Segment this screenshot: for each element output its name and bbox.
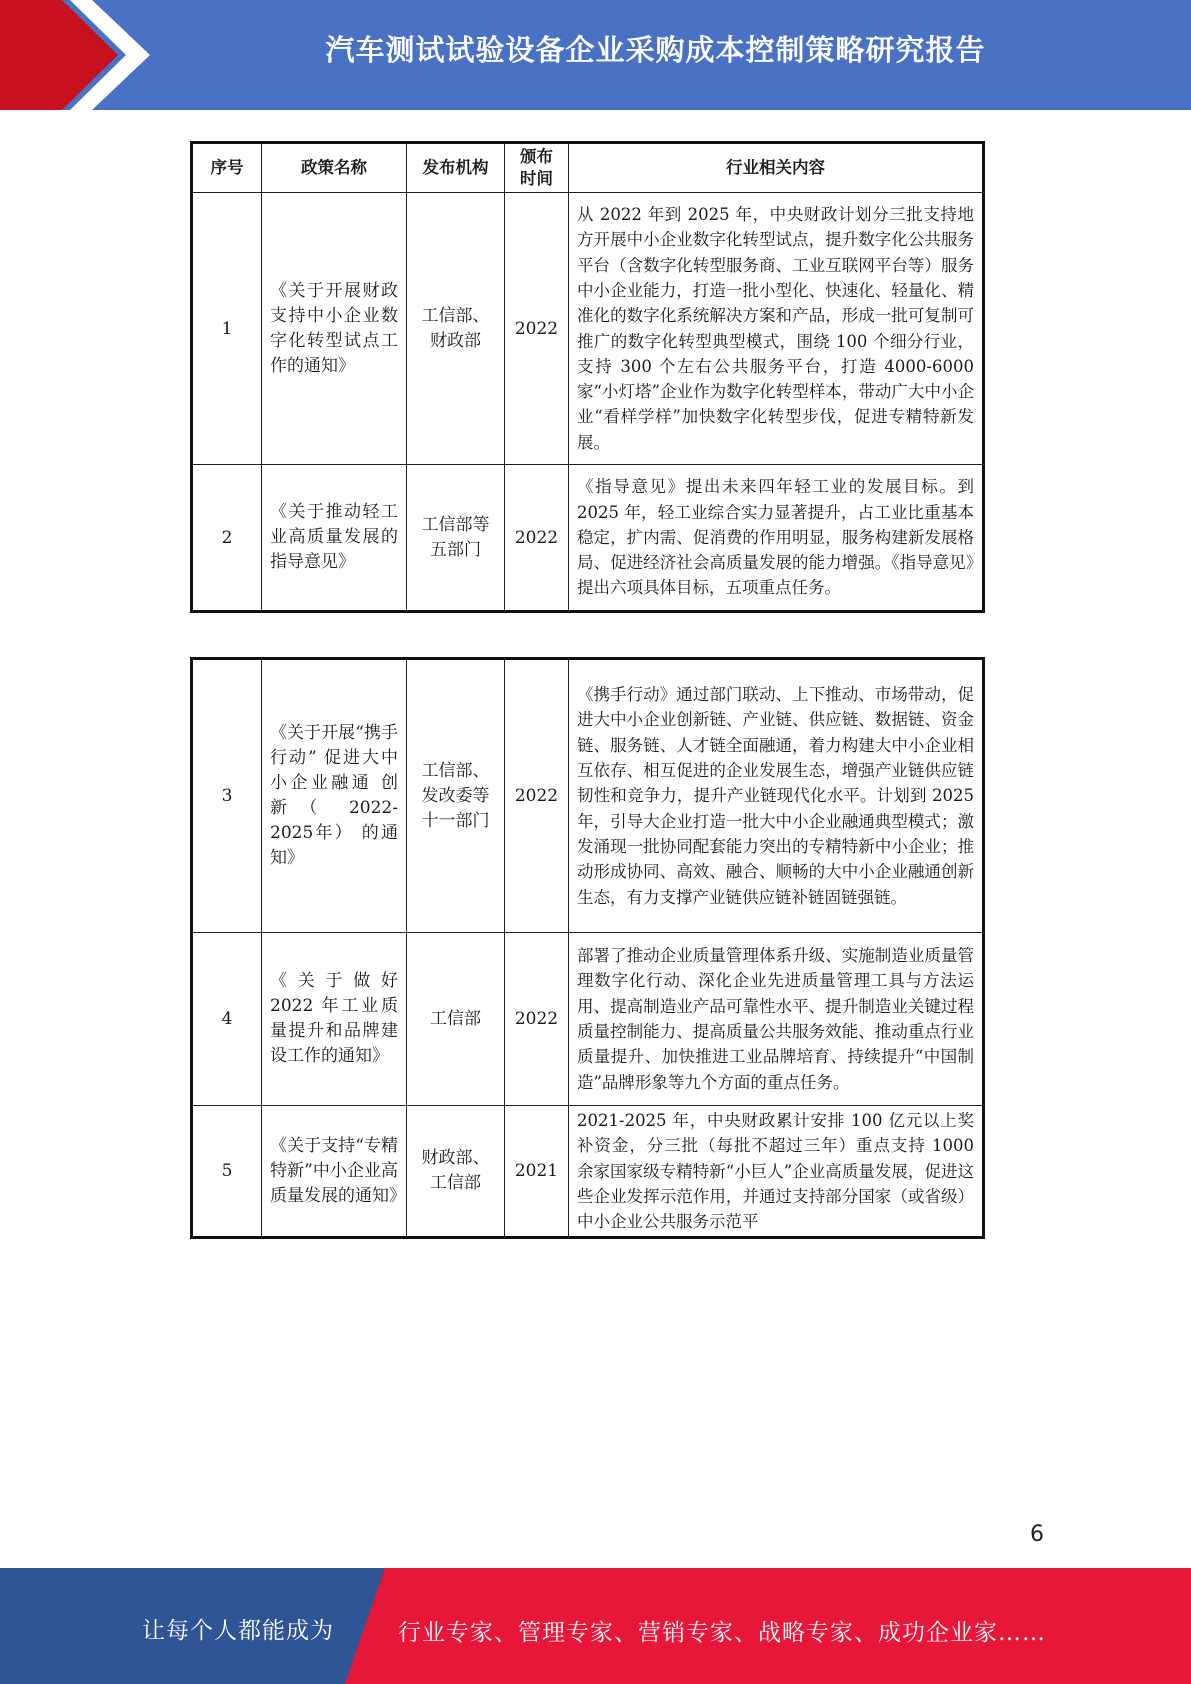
footer-banner	[0, 1568, 1191, 1684]
content: 部署了推动企业质量管理体系升级、实施制造业质量管理数字化行动、深化企业先进质量管理工具与方法运用、提高制造业产品可靠性水平、提升制造业关键过程质量控制能力、提高质量公共服务效能、推动重点行业质量提升、加快推进工业品牌培育、持续提升“中国制造”品牌形象等九个方面的重点任务。	[569, 933, 984, 1106]
report-title: 汽车测试试验设备企业采购成本控制策略研究报告	[325, 33, 986, 67]
footer-slogan-right: 行业专家、管理专家、营销专家、战略专家、成功企业家……	[398, 1620, 1046, 1646]
row-number: 2	[192, 465, 262, 612]
policy-name: 《关于开展“携手行动” 促进大中小企业融通 创 新（ 2022-2025年） 的通知》	[262, 659, 407, 933]
year: 2022	[505, 659, 569, 933]
header-arrow-decoration	[0, 0, 160, 110]
policy-table-part1	[190, 141, 985, 613]
table-header-row	[192, 143, 984, 193]
issuer: 工信部等 五部门	[407, 465, 505, 612]
policy-name: 《关于支持“专精特新”中小企业高质量发展的通知》	[262, 1106, 407, 1238]
page-number: 6	[1030, 1522, 1044, 1547]
header-banner	[0, 0, 1191, 110]
table-row	[192, 933, 984, 1106]
row-number: 3	[192, 659, 262, 933]
content: 从 2022 年到 2025 年，中央财政计划分三批支持地方开展中小企业数字化转型试点，提升数字化公共服务平台（含数字化转型服务商、工业互联网平台等）服务中小企业能力，打造一批小型化、快速化、轻量化、精准化的数字化系统解决方案和产品，形成一批可复制可推广的数字化转型典型模式，围绕 100 个细分行业，支持 300 个左右公共服务平台，打造 4000-6000 家“小灯塔”企业作为数字化转型样本，带动广大中小企业“看样学样”加快数字化转型步伐，促进专精特新发展。	[569, 193, 984, 465]
table-row	[192, 193, 984, 465]
issuer: 工信部、 发改委等 十一部门	[407, 659, 505, 933]
header-number: 序号	[192, 143, 262, 193]
content: 2021-2025 年，中央财政累计安排 100 亿元以上奖补资金，分三批（每批不超过三年）重点支持 1000 余家国家级专精特新“小巨人”企业高质量发展，促进这些企业发挥示范作用，并通过支持部分国家（或省级）中小企业公共服务示范平	[569, 1106, 984, 1238]
issuer: 工信部、 财政部	[407, 193, 505, 465]
row-number: 1	[192, 193, 262, 465]
header-content: 行业相关内容	[569, 143, 984, 193]
issuer: 财政部、 工信部	[407, 1106, 505, 1238]
row-number: 4	[192, 933, 262, 1106]
content: 《指导意见》提出未来四年轻工业的发展目标。到 2025 年，轻工业综合实力显著提升，占工业比重基本稳定，扩内需、促消费的作用明显，服务构建新发展格局、促进经济社会高质量发展的能力增强。《指导意见》提出六项具体目标，五项重点任务。	[569, 465, 984, 612]
year: 2022	[505, 465, 569, 612]
year: 2021	[505, 1106, 569, 1238]
issuer: 工信部	[407, 933, 505, 1106]
row-number: 5	[192, 1106, 262, 1238]
year: 2022	[505, 933, 569, 1106]
header-issuer: 发布机构	[407, 143, 505, 193]
table-row	[192, 1106, 984, 1238]
header-policy-name: 政策名称	[262, 143, 407, 193]
header-date: 颁布 时间	[505, 143, 569, 193]
table-row	[192, 465, 984, 612]
table-row	[192, 659, 984, 933]
footer-slogan-left: 让每个人都能成为	[142, 1618, 334, 1644]
policy-name: 《关于做好 2022 年工业质量提升和品牌建设工作的通知》	[262, 933, 407, 1106]
policy-table-part2	[190, 657, 985, 1239]
policy-name: 《关于推动轻工业高质量发展的指导意见》	[262, 465, 407, 612]
policy-name: 《关于开展财政支持中小企业数字化转型试点工作的通知》	[262, 193, 407, 465]
year: 2022	[505, 193, 569, 465]
content: 《携手行动》通过部门联动、上下推动、市场带动，促进大中小企业创新链、产业链、供应链、数据链、资金链、服务链、人才链全面融通，着力构建大中小企业相互依存、相互促进的企业发展生态，增强产业链供应链韧性和竞争力，提升产业链现代化水平。计划到 2025 年，引导大企业打造一批大中小企业融通典型模式；激发涌现一批协同配套能力突出的专精特新中小企业；推动形成协同、高效、融合、顺畅的大中小企业融通创新生态，有力支撑产业链供应链补链固链强链。	[569, 659, 984, 933]
